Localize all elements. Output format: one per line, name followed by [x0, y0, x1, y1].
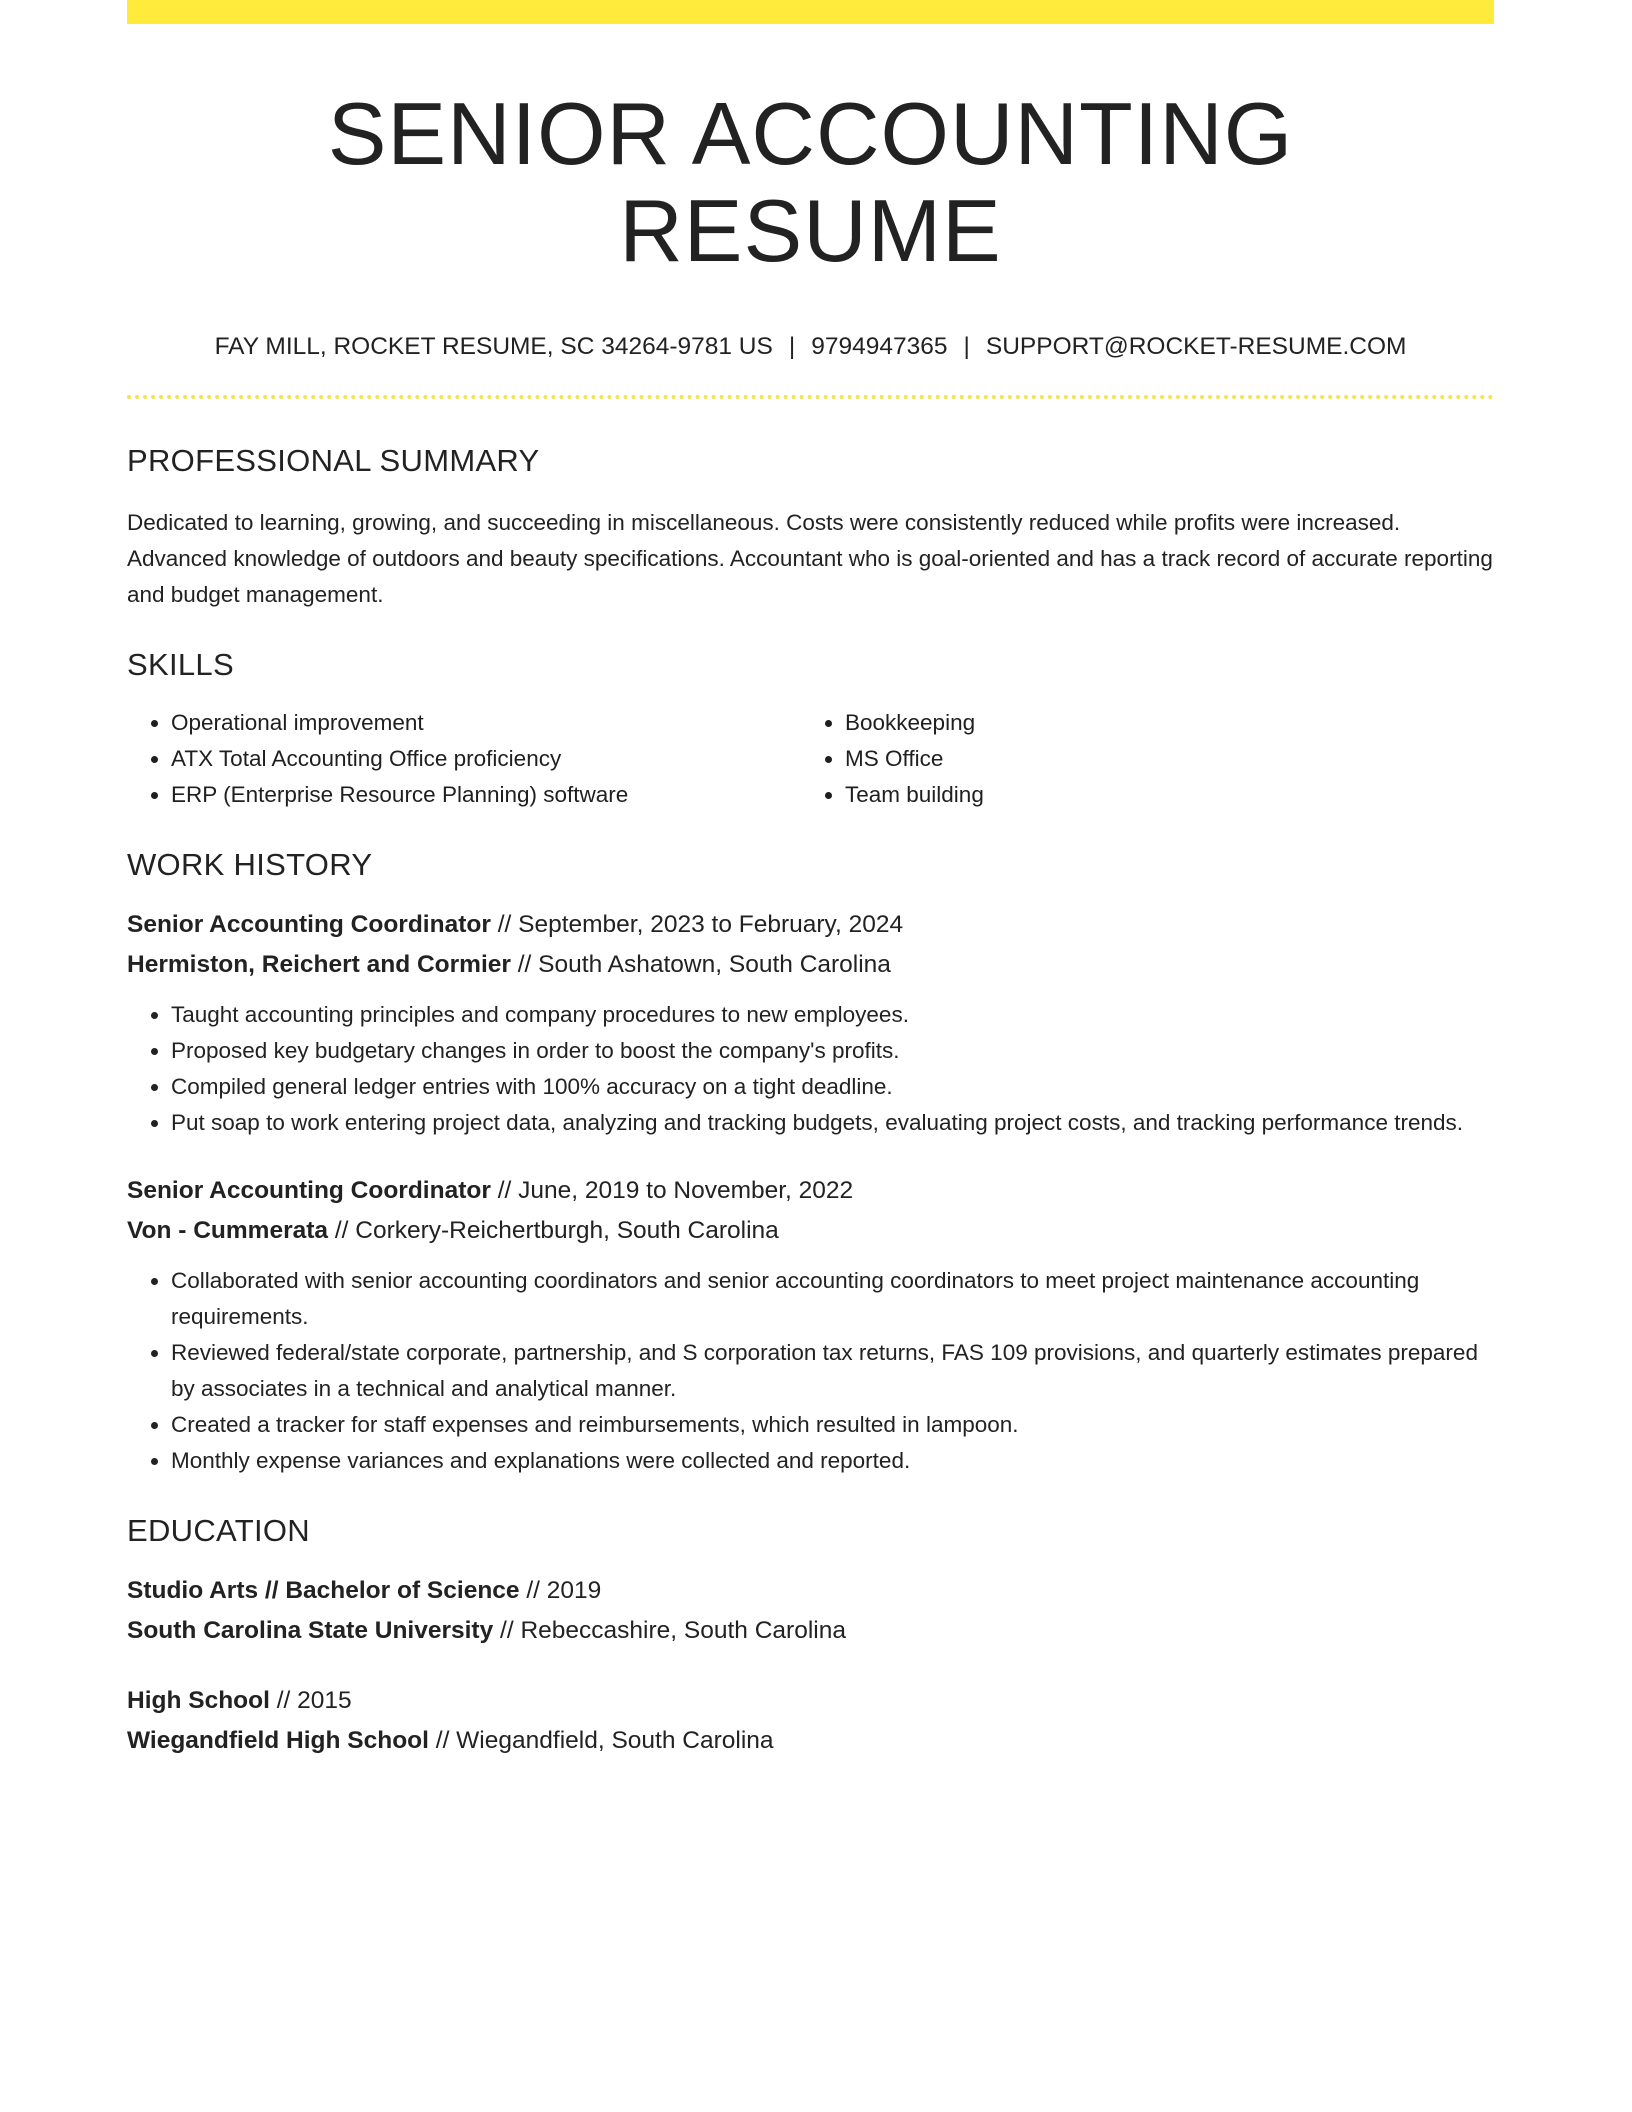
- job-location: // South Ashatown, South Carolina: [517, 950, 891, 978]
- job-title-line: [127, 905, 1494, 945]
- job-bullet: • Created a tracker for staff expenses and reimbursements, which resulted in lampoon.: [171, 1407, 1494, 1443]
- job-bullet: • Collaborated with senior accounting coordinators and senior accounting coordinators to meet project maintenance accounting requirements.: [171, 1263, 1494, 1335]
- education-school: Wiegandfield High School: [127, 1726, 429, 1754]
- resume-page: [127, 0, 1494, 1761]
- contact-phone: 9794947365: [811, 332, 948, 360]
- skills-column-right: [801, 705, 1475, 813]
- skill-item: • Bookkeeping: [845, 705, 1475, 741]
- education-location: // Rebeccashire, South Carolina: [500, 1616, 846, 1644]
- education-degree: Studio Arts // Bachelor of Science: [127, 1576, 520, 1604]
- job-bullet: • Reviewed federal/state corporate, partnership, and S corporation tax returns, FAS 109 provisions, and quarterly estimates prepared by associates in a technical and analytical manner.: [171, 1335, 1494, 1407]
- skill-item: • MS Office: [845, 741, 1475, 777]
- job-bullets: [127, 1263, 1494, 1479]
- education-degree-line: [127, 1571, 1494, 1611]
- job-title: Senior Accounting Coordinator: [127, 910, 491, 938]
- skills-list: [127, 705, 1494, 813]
- job-dates: // June, 2019 to November, 2022: [497, 1176, 854, 1204]
- education-school: South Carolina State University: [127, 1616, 494, 1644]
- job-bullet: • Put soap to work entering project data, analyzing and tracking budgets, evaluating project costs, and tracking performance trends.: [171, 1105, 1494, 1141]
- job-entry: [127, 1171, 1494, 1479]
- education-degree-line: [127, 1681, 1494, 1721]
- job-company-line: [127, 1211, 1494, 1251]
- job-company-line: [127, 945, 1494, 985]
- education-school-line: [127, 1611, 1494, 1651]
- work-history-heading: WORK HISTORY: [127, 846, 373, 882]
- top-accent-bar: [127, 0, 1494, 24]
- job-bullets: [127, 997, 1494, 1141]
- education-entry: [127, 1681, 1494, 1761]
- contact-separator: |: [963, 332, 970, 360]
- job-bullet: • Taught accounting principles and company procedures to new employees.: [171, 997, 1494, 1033]
- resume-title: SENIOR ACCOUNTING RESUME: [327, 84, 1294, 280]
- job-company: Von - Cummerata: [127, 1216, 329, 1244]
- job-dates: // September, 2023 to February, 2024: [497, 910, 904, 938]
- summary-text: Dedicated to learning, growing, and succeeding in miscellaneous. Costs were consistently reduced while profits were increased. Advanced knowledge of outdoors and beauty specifications. Accountant who is goal-oriented and has a track record of accurate reporting and budget management.: [127, 509, 1493, 607]
- job-company: Hermiston, Reichert and Cormier: [127, 950, 511, 978]
- skill-item: • Operational improvement: [171, 705, 801, 741]
- skill-item: • ATX Total Accounting Office proficiency: [171, 741, 801, 777]
- job-bullet: • Proposed key budgetary changes in order to boost the company's profits.: [171, 1033, 1494, 1069]
- contact-line: [127, 332, 1494, 361]
- education-location: // Wiegandfield, South Carolina: [435, 1726, 774, 1754]
- education-year: // 2015: [276, 1686, 352, 1714]
- contact-email: SUPPORT@ROCKET-RESUME.COM: [985, 332, 1407, 360]
- contact-separator: |: [788, 332, 796, 360]
- header-divider: [127, 395, 1494, 399]
- skills-column-left: [127, 705, 801, 813]
- education-degree: High School: [127, 1686, 270, 1714]
- skill-item: • ERP (Enterprise Resource Planning) software: [171, 777, 801, 813]
- summary-heading: PROFESSIONAL SUMMARY: [127, 442, 540, 478]
- education-year: // 2019: [526, 1576, 602, 1604]
- job-location: // Corkery-Reichertburgh, South Carolina: [334, 1216, 779, 1244]
- job-entry: [127, 905, 1494, 1141]
- job-bullet: • Compiled general ledger entries with 100% accuracy on a tight deadline.: [171, 1069, 1494, 1105]
- skills-heading: SKILLS: [127, 646, 234, 682]
- education-school-line: [127, 1721, 1494, 1761]
- contact-address: FAY MILL, ROCKET RESUME, SC 34264-9781 US: [214, 332, 773, 360]
- skill-item: • Team building: [845, 777, 1475, 813]
- job-bullet: • Monthly expense variances and explanations were collected and reported.: [171, 1443, 1494, 1479]
- job-title: Senior Accounting Coordinator: [127, 1176, 491, 1204]
- education-entry: [127, 1571, 1494, 1651]
- education-heading: EDUCATION: [127, 1512, 310, 1548]
- job-title-line: [127, 1171, 1494, 1211]
